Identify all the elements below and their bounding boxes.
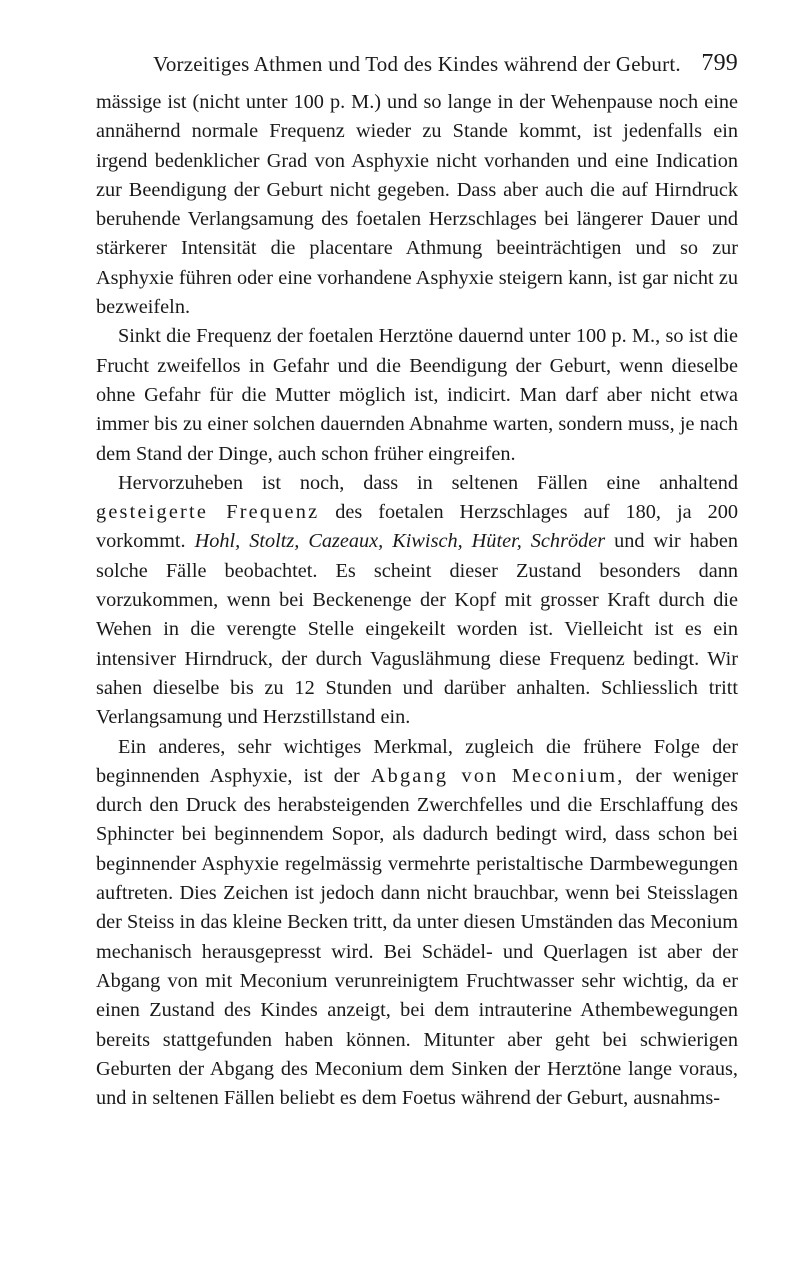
paragraph-3	[96, 469, 738, 733]
paragraph-1: mässige ist (nicht unter 100 p. M.) und so lange in der Wehenpause noch eine annähernd normale Frequenz wieder zu Stande kommt, ist jedenfalls ein irgend bedenklicher Grad von Asphyxie nicht vorhanden und eine Indication zur Beendigung der Geburt nicht gegeben. Dass aber auch die auf Hirndruck beruhende Verlangsamung des foetalen Herzschlages bei längerer Dauer und stärkerer Intensität die placentare Athmung beeinträchtigen und so zur Asphyxie führen oder eine vorhandene Asphyxie steigern kann, ist gar nicht zu bezweifeln.	[96, 91, 738, 319]
running-title: Vorzeitiges Athmen und Tod des Kindes während der Geburt.	[153, 52, 681, 76]
paragraph-2: Sinkt die Frequenz der foetalen Herztöne dauernd unter 100 p. M., so ist die Frucht zweifellos in Gefahr und die Beendigung der Geburt, wenn dieselbe ohne Gefahr für die Mutter möglich ist, indicirt. Man darf aber nicht etwa immer bis zu einer solchen dauernden Abnahme warten, sondern muss, je nach dem Stand der Dinge, auch schon früher eingreifen.	[96, 325, 738, 465]
paragraph-3-text-b: des foetalen Herzschlages auf 180, ja 200 vorkommt.	[96, 501, 739, 553]
emphasis-spaced-frequency: gesteigerte Frequenz	[96, 501, 320, 524]
author-names: Hohl, Stoltz, Cazeaux, Kiwisch, Hüter, Schröder	[194, 530, 606, 553]
page-number: 799	[701, 50, 738, 76]
paragraph-3-text-a: Hervorzuheben ist noch, dass in seltenen Fällen eine anhaltend	[118, 471, 738, 494]
emphasis-spaced-meconium: Abgang von Meconium,	[370, 764, 625, 787]
body-text	[96, 88, 738, 1113]
paragraph-3-text-c: und wir haben solche Fälle beobachtet. Es scheint dieser Zustand besonders dann vorzukommen, wenn bei Beckenenge der Kopf mit grosser Kraft durch die Wehen in die verengte Stelle eingekeilt worden ist. Vielleicht ist es ein intensiver Hirndruck, der durch Vaguslähmung diese Frequenz bedingt. Wir sahen dieselbe bis zu 12 Stunden und darüber anhalten. Schliesslich tritt Verlangsamung und Herzstillstand ein.	[96, 530, 739, 729]
paragraph-4-text-a: Ein anderes, sehr wichtiges Merkmal, zugleich die frühere Folge der beginnenden Asphyxie, ist der	[96, 735, 738, 787]
running-header	[96, 48, 738, 88]
paragraph-4	[96, 733, 738, 1114]
paragraph-4-text-b: der weniger durch den Druck des herabsteigenden Zwerchfelles und die Erschlaffung des Sphincter bei beginnendem Sopor, als dadurch bedingt wird, dass schon bei beginnender Asphyxie regelmässig vermehrte peristaltische Darmbewegungen auftreten. Dies Zeichen ist jedoch dann nicht brauchbar, wenn bei Steisslagen der Steiss in das kleine Becken tritt, da unter diesen Umständen das Meconium mechanisch herausgepresst wird. Bei Schädel- und Querlagen ist aber der Abgang von mit Meconium verunreinigtem Fruchtwasser sehr wichtig, da er einen Zustand des Kindes anzeigt, bei dem intrauterine Athembewegungen bereits stattgefunden haben können. Mitunter aber geht bei schwierigen Geburten der Abgang des Meconium dem Sinken der Herztöne lange voraus, und in seltenen Fällen beliebt es dem Foetus während der Geburt, ausnahms-	[96, 764, 738, 1110]
book-page	[96, 48, 738, 1113]
